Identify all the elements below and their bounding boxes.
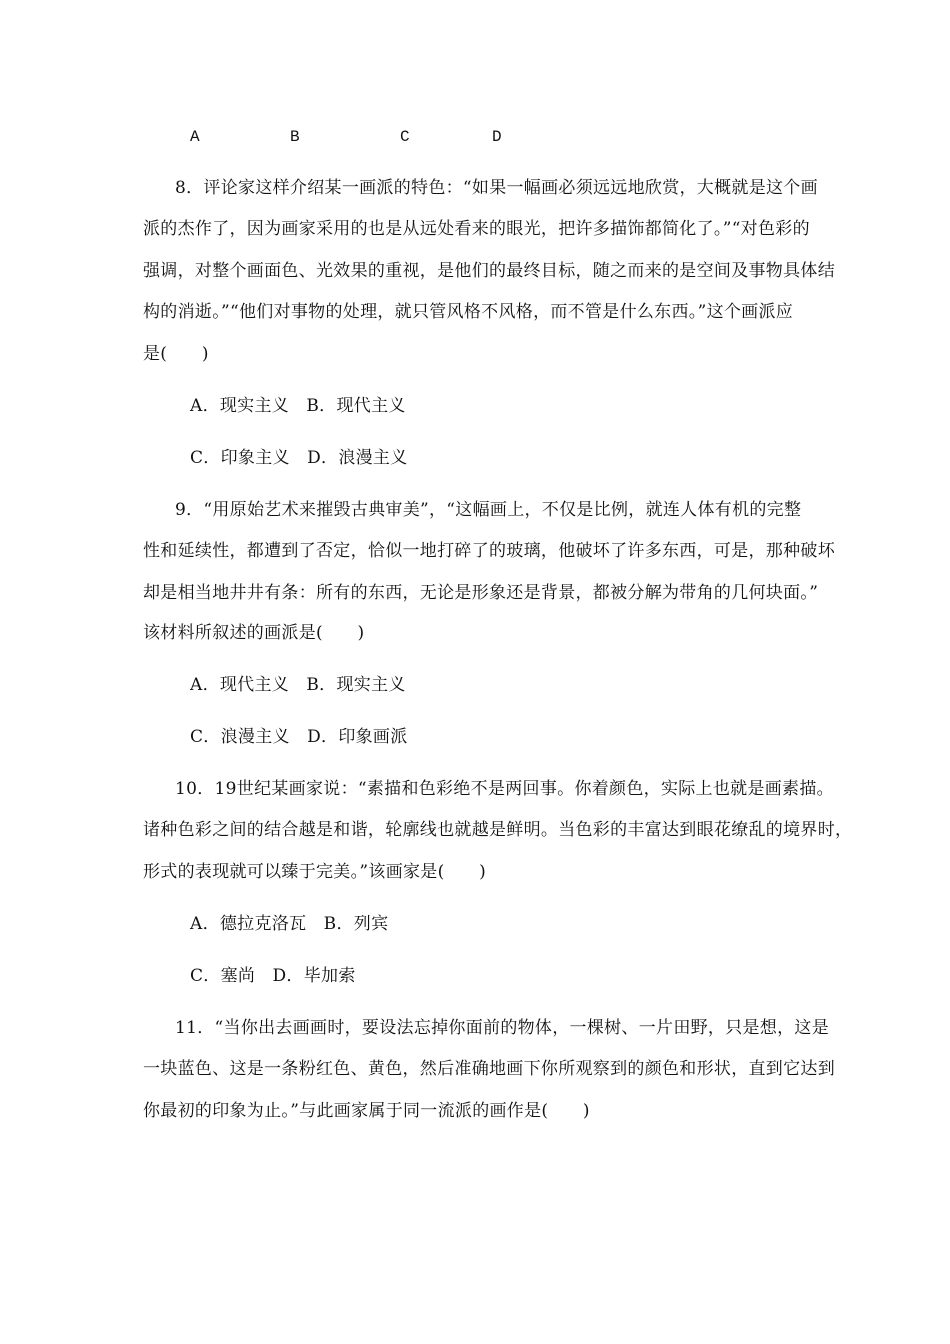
option-letter-d: D — [492, 128, 502, 146]
question-10-line-2: 诸种色彩之间的结合越是和谐，轮廓线也就越是鲜明。当色彩的丰富达到眼花缭乱的境界时， — [143, 820, 853, 840]
question-9-line-1: 9．“用原始艺术来摧毁古典审美”，“这幅画上，不仅是比例，就连人体有机的完整 — [175, 500, 802, 520]
question-9-line-2: 性和延续性，都遭到了否定，恰似一地打碎了的玻璃，他破坏了许多东西，可是，那种破坏 — [143, 541, 835, 561]
question-9-line-4: 该材料所叙述的画派是( ) — [143, 623, 365, 643]
question-8-line-1: 8．评论家这样介绍某一画派的特色：“如果一幅画必须远远地欣赏，大概就是这个画 — [175, 178, 818, 198]
question-9-options-cd: C．浪漫主义 D．印象画派 — [190, 727, 408, 747]
question-8-line-5: 是( ) — [143, 344, 209, 364]
question-10-line-1: 10．19世纪某画家说：“素描和色彩绝不是两回事。你着颜色，实际上也就是画素描。 — [175, 779, 834, 799]
question-10-options-cd: C．塞尚 D．毕加索 — [190, 966, 356, 986]
question-8-line-2: 派的杰作了，因为画家采用的也是从远处看来的眼光，把许多描饰都简化了。”“对色彩的 — [143, 219, 810, 239]
question-8-options-ab: A．现实主义 B．现代主义 — [190, 396, 406, 416]
question-11-line-1: 11．“当你出去画画时，要设法忘掉你面前的物体，一棵树、一片田野，只是想，这是 — [175, 1018, 830, 1038]
question-8-line-3: 强调，对整个画面色、光效果的重视，是他们的最终目标，随之而来的是空间及事物具体结 — [143, 261, 835, 281]
option-letter-a: A — [190, 128, 200, 146]
question-10-line-3: 形式的表现就可以臻于完美。”该画家是( ) — [143, 862, 487, 882]
option-letter-c: C — [400, 128, 410, 146]
question-10-options-ab: A．德拉克洛瓦 B．列宾 — [190, 914, 389, 934]
question-9-line-3: 却是相当地井井有条：所有的东西，无论是形象还是背景，都被分解为带角的几何块面。” — [143, 583, 819, 603]
option-letter-b: B — [290, 128, 300, 146]
question-9-options-ab: A．现代主义 B．现实主义 — [190, 675, 406, 695]
question-11-line-2: 一块蓝色、这是一条粉红色、黄色，然后准确地画下你所观察到的颜色和形状，直到它达到 — [143, 1059, 835, 1079]
question-8-options-cd: C．印象主义 D．浪漫主义 — [190, 448, 408, 468]
question-8-line-4: 构的消逝。”“他们对事物的处理，就只管风格不风格，而不管是什么东西。”这个画派应 — [143, 302, 794, 322]
question-11-line-3: 你最初的印象为止。”与此画家属于同一流派的画作是( ) — [143, 1101, 590, 1121]
